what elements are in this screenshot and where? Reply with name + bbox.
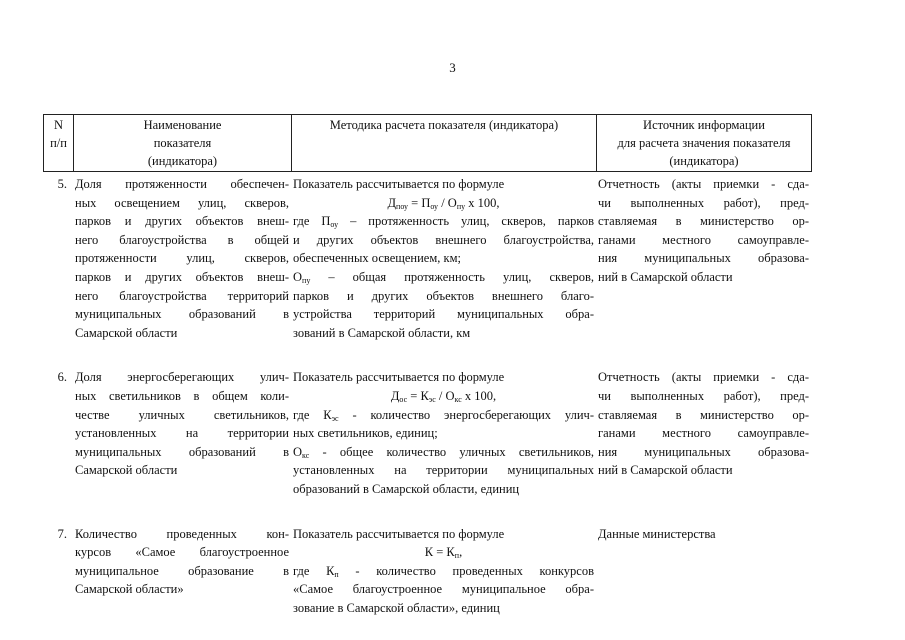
formula: $Д_{поу} = П_{оу} / О_{пу}$ х 100,	[387, 195, 500, 211]
row-number: 7.	[57, 526, 67, 541]
indicators-table	[43, 175, 811, 617]
header-method: Методика расчета показателя (индикатора)	[292, 115, 597, 172]
information-source: Данные министерства	[598, 526, 716, 541]
table-row	[43, 368, 811, 498]
table-row	[43, 175, 811, 342]
header-indicator-name: Наименование показателя (индикатора)	[74, 115, 292, 172]
calculation-method: Показатель рассчитывается по формуле $К = К_п$, где $К_п$ - количество проведенных конкурсов «Самое благоустроенное муниципальное обра- зование в Самарской области», единиц	[293, 526, 595, 615]
page-number: 3	[449, 60, 456, 75]
calculation-method: Показатель рассчитывается по формуле $Д_{поу} = П_{оу} / О_{пу}$ х 100, где $П_{оу}$ – протяженность улиц, скверов, парков и других объектов внешнего благоустройства, обеспеченных освещением, км; $О_{пу}$ – общая протяженность улиц, скверов, парков и других объектов внешнего благо- устройства территорий муниципальных обра- зований в Самарской области, км	[293, 177, 594, 340]
formula: $Д_{ос} = К_{эс} / О_{кс}$ х 100,	[390, 388, 497, 404]
calculation-method: Показатель рассчитывается по формуле $Д_{ос} = К_{эс} / О_{кс}$ х 100, где $К_{эс}$ - количество энергосберегающих улич- ных светильников, единиц; $О_{кс}$ - общее количество уличных светильников, установленных на территории муниципальных образований в Самарской области, единиц	[293, 370, 594, 496]
indicator-name: Доля энергосберегающих улич- ных светильников в общем коли- честве уличных светильников, установленных на территории муниципальных образований в Самарской области	[75, 370, 289, 478]
row-number: 6.	[57, 370, 67, 385]
row-number: 5.	[57, 177, 67, 191]
indicator-name: Доля протяженности обеспечен- ных освещением улиц, скверов, парков и других объектов внеш- него благоустройства в общей протяженности улиц, скверов, парков и других объектов внеш- него благоустройства территорий муниципальных образований в Самарской области	[75, 177, 289, 340]
formula: $К = К_п$,	[424, 545, 463, 561]
indicator-name: Количество проведенных кон- курсов «Самое благоустроенное муниципальное образование в Самарской области»	[75, 526, 289, 597]
table-header	[43, 114, 812, 172]
header-source: Источник информации для расчета значения показателя (индикатора)	[597, 115, 812, 172]
header-number: N п/п	[44, 115, 74, 172]
information-source: Отчетность (акты приемки - сда- чи выполненных работ), пред- ставляемая в министерство ор- ганами местного самоуправле- ния муниципальных образова- ний в Самарской области	[598, 177, 809, 284]
information-source: Отчетность (акты приемки - сда- чи выполненных работ), пред- ставляемая в министерство ор- ганами местного самоуправле- ния муниципальных образова- ний в Самарской области	[598, 370, 809, 478]
table-row	[43, 525, 811, 618]
